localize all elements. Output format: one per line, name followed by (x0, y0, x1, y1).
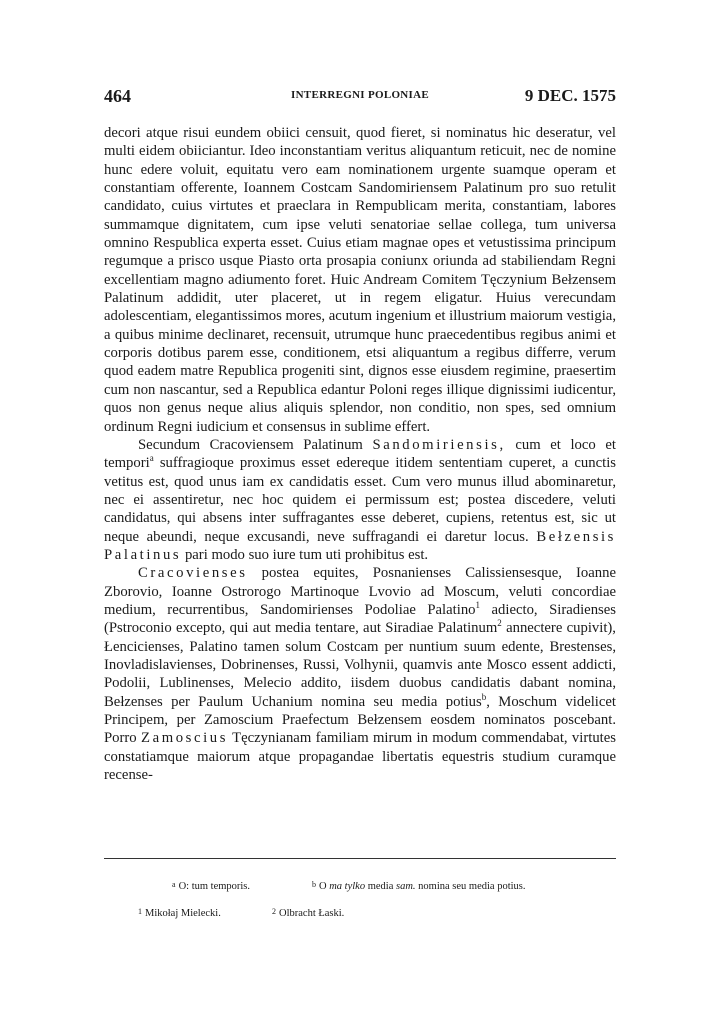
textual-note-a-text: O: tum temporis. (178, 881, 251, 892)
main-text (104, 124, 616, 784)
textual-note-a-mark: a (172, 880, 176, 889)
footnote-2 (272, 905, 344, 920)
textual-note-b-mark: b (312, 880, 316, 889)
textual-note-b-italic-2: sam. (396, 881, 416, 892)
name-sandomiriensis: Sandomiriensis, (372, 436, 506, 453)
textual-note-b-tail: nomina seu media potius. (418, 881, 526, 892)
paragraph-2-text-3: cum et loco et tempori (104, 436, 616, 472)
paragraph-1 (104, 124, 616, 436)
paragraph-3 (104, 564, 616, 784)
name-belzensis-palatinus: Bełzensis Palatinus (104, 528, 617, 563)
name-cracovienses: Cracovienses (138, 565, 248, 582)
paragraph-2 (104, 436, 616, 564)
paragraph-3-text-2: postea equites, Posnanienses Calissiensesque, Ioanne Zborovio, Ioanne Ostrorogo Martinoque Lvovio ad Moscum, veluti concordiae medium, recurrentibus, Sandomirienses Podoliae Palatino (104, 565, 616, 618)
footnote-1-text: Mikołaj Mielecki. (145, 908, 221, 919)
footnote-2-text: Olbracht Łaski. (279, 908, 345, 919)
page-number: 464 (104, 86, 131, 106)
textual-note-b-italic: ma tylko (329, 881, 366, 892)
header-date: 9 DEC. 1575 (524, 86, 616, 105)
footnote-2-mark: 2 (272, 907, 276, 916)
paragraph-3-text-7: Tęczynianam familiam mirum in modum commendabat, virtutes constatiamque maiorum atque propagandae libertatis equestris studium curamque recense- (104, 730, 616, 784)
footnote-divider (104, 858, 616, 859)
paragraph-3-text-3: adiecto, Siradienses (Pstroconio excepto, qui aut media tentare, aut Siradiae Palatinum (104, 601, 616, 637)
paragraph-3-text-4: annectere cupivit), Łencicienses, Palatino tamen solum Costcam per nuntium suum edente, Brestenses, Inovladislavienses, Dobrinenses, Russi, Volhynii, quamvis ante Mosco essent addicti, Podolii, Lublinenses, Melecio addito, iisdem duobus candidatis dabant nomina, Bełzenses per Paulum Uchanium nomina seu media potius (104, 620, 616, 710)
paragraph-1-text: decori atque risui eundem obiici censuit, quod fieret, si nominatus hic deseratur, vel multi eidem obiiciantur. Ideo inconstantiam veritus aliquantum reticuit, nec de nomine hunc edere voluit, equitatu vero eam nominationem urgente suamque operam et constantiam offerente, Ioannem Costcam Sandomiriensem Palatinum pro suo retulit candidato, cuius virtutes et praeclara in Rempublicam merita, constantiam, labores summamque dignitatem, cum ipse veluti senatoriae sellae collega, tum universa omnino Respublica experta esset. Cuius etiam magnae opes et vetustissima principum regumque a prisco usque Piasto orta prosapia coniunx oriunda ad stabiliendam Regni excellentiam magno adiumento foret. Huic Andream Comitem Tęczynium Bełzensem Palatinum addidit, uter placeret, ut in regem eligatur. Huius verecundam adolescentiam, elegantissimos mores, acutum ingenium et illustrium maiorum vestigia, a quibus minime declinaret, recensuit, utrumque hunc praecedentibus regibus animi et corporis dotibus parem esse, conditionem, etsi aliquantum a regibus differre, verum quod eadem matre Republica progeniti sint, dignos esse eiusdem regimine, praesertim cum non nascantur, sed a Republica edantur Poloni reges illique dignissimi iudicentur, quos non genus neque alius aliquis splendor, non conditio, non spes, sed omnium ordinum Regni iudicium et consensus in sublime effert. (104, 125, 616, 435)
paragraph-2-text-6: pari modo suo iure tum uti prohibitus est. (184, 546, 429, 563)
textual-note-a (172, 878, 250, 893)
paragraph-2-text-4: suffragioque proximus esset edereque itidem sententiam cuperet, a cunctis vetitus est, quod unus iam ex candidatis esset. Cum vero munus illud abominaretur, nec ei assentiretur, nec hoc quidem ei permissum est; postea discedere, veluti candidatus, qui absens inter suffragantes esse deberet, cupiens, retentus est, sic ut neque abeundi, neque excusandi, neve suffragandi ei daretur locus. (104, 455, 617, 545)
running-title: INTERREGNI POLONIAE (290, 89, 430, 101)
footnote-ref-a: a (149, 453, 154, 464)
paragraph-2-text-1: Secundum Cracoviensem Palatinum (138, 436, 363, 453)
footnote-1-mark: 1 (138, 907, 142, 916)
page-header (104, 86, 616, 106)
footnote-ref-b: b (481, 691, 487, 702)
textual-note-b (312, 878, 526, 893)
name-zamoscius: Zamoscius (141, 730, 229, 747)
paragraph-3-text-5: , Moschum videlicet Principem, per Zamoscium Praefectum Bełzensem eosdem nominatos poscebant. Porro (104, 693, 616, 747)
footnote-1 (138, 905, 221, 920)
footnote-ref-1: 1 (475, 600, 481, 611)
footnote-ref-2: 2 (497, 618, 502, 629)
textual-note-b-mid: media (367, 881, 394, 892)
textual-note-b-lead: O (319, 881, 327, 892)
